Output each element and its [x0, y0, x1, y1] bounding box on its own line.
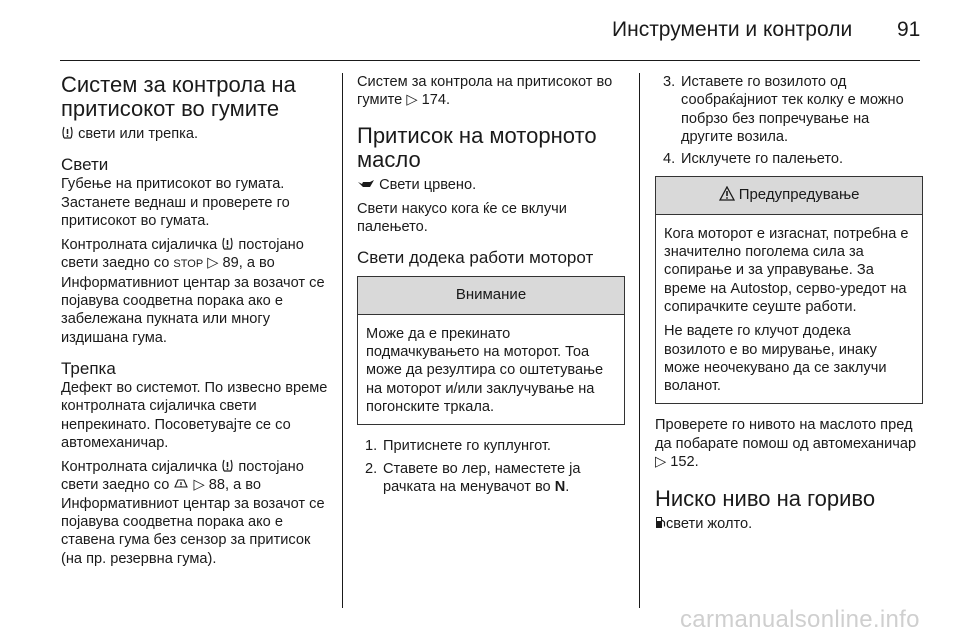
warning-triangle-icon	[719, 186, 735, 201]
list-item	[357, 460, 625, 497]
text-run: .	[446, 92, 451, 109]
step-text: Исклучете го палењето.	[681, 151, 844, 168]
tpms-intro-text: свети или трепка.	[78, 126, 199, 142]
fuel-intro	[655, 515, 923, 533]
text-run: постојано свети заедно со	[61, 237, 304, 272]
text-run: .	[565, 478, 570, 495]
tpms-reference-paragraph	[357, 73, 625, 110]
tire-pressure-icon	[61, 126, 74, 139]
tpms-heading: Систем за контрола на притисокот во гумите	[61, 72, 296, 121]
page-reference[interactable]: 174	[421, 92, 446, 109]
oil-paragraph: Свети накусо кога ќе се вклучи палењето.	[357, 200, 567, 236]
lights-heading: Свети	[61, 155, 109, 175]
step-number: 3.	[663, 74, 676, 90]
page-reference[interactable]: 88	[208, 477, 225, 494]
reference-arrow-icon: ▷	[193, 477, 205, 494]
warning-box-header	[656, 177, 922, 214]
reference-arrow-icon: ▷	[207, 255, 219, 272]
step-text: Ставете во лер, наместете ја рачката на менувачот во	[383, 460, 581, 495]
list-item	[655, 73, 923, 146]
column-divider-1	[342, 73, 343, 608]
section-title: Инструменти и контроли	[612, 18, 853, 41]
oil-can-icon	[357, 179, 375, 189]
stop-symbol: STOP	[173, 258, 204, 271]
page-number: 91	[897, 18, 921, 41]
flash-paragraph-2	[61, 458, 329, 568]
step-text: Иставете го возилото од сообраќајниот тек колку е можно побрзо без попречување на другите возила.	[681, 74, 904, 145]
fuel-pump-icon	[655, 516, 666, 529]
text-run: Контролната сијаличка	[61, 237, 218, 254]
reference-arrow-icon: ▷	[655, 454, 667, 471]
list-item	[357, 437, 625, 455]
oil-intro-text: Свети црвено.	[379, 176, 477, 193]
text-run: Систем за контрола на притисокот во гумите	[357, 74, 613, 109]
warning-paragraph-2: Не вадете го клучот додека возилото е во мирување, инаку може неочекувано да се заклучи воланот.	[664, 323, 887, 395]
tire-pressure-icon	[221, 237, 234, 250]
column-divider-2	[639, 73, 640, 608]
oil-pressure-heading: Притисок на моторното масло	[357, 122, 597, 172]
list-item	[655, 150, 923, 168]
tpms-intro	[61, 125, 329, 143]
text-run: Проверете го нивото на маслото пред да побарате помош од автомеханичар	[655, 417, 917, 452]
caution-box	[357, 276, 625, 425]
column-1	[61, 73, 329, 574]
tire-pressure-icon	[221, 459, 234, 472]
steps-list-continued	[655, 73, 923, 168]
text-run: Контролната сијаличка	[61, 459, 218, 476]
reference-arrow-icon: ▷	[406, 92, 418, 109]
warning-box-title: Предупредување	[738, 186, 860, 204]
column-3	[655, 73, 923, 540]
low-fuel-heading: Ниско ниво на гориво	[655, 486, 876, 512]
lights-paragraph-1: Губење на притисокот во гумата. Застанете веднаш и проверете го притисокот во гумата.	[61, 176, 290, 229]
caution-box-title: Внимание	[358, 277, 624, 314]
step-text: Притиснете го куплунгот.	[383, 438, 551, 455]
engine-running-heading: Свети додека работи моторот	[357, 248, 594, 268]
page-reference[interactable]: 89	[222, 255, 239, 272]
warning-box-body	[656, 215, 922, 404]
column-2	[357, 73, 625, 500]
steps-list	[357, 437, 625, 496]
caution-box-text: Може да е прекинато подмачкувањето на моторот. Тоа може да резултира со оштетување на моторот и/или заклучување на погонските тркала.	[366, 325, 604, 415]
lights-paragraph-2	[61, 236, 329, 347]
text-run: .	[694, 454, 699, 471]
oil-intro	[357, 176, 625, 194]
service-vehicle-icon	[173, 477, 189, 490]
page-header	[0, 0, 960, 60]
flash-paragraph-1: Дефект во системот. По извесно време контролната сијаличка свети непрекинато. Посоветувајте се со автомеханичар.	[61, 379, 328, 451]
text-run: , а во Информативниот центар за возачот се појавува соодветна порака ако е забележана пукната или многу издишана гума.	[61, 255, 325, 346]
warning-paragraph-1: Кога моторот е изгаснат, потребна е значително поголема сила за сопирање и за управување. За време на Autostop, серво-уредот на сопирачките сеуште работи.	[664, 225, 909, 315]
text-run: , а во Информативниот центар за возачот се појавува соодветна порака ако е ставена гума без сензор за притисок (на пр. резервна гума).	[61, 477, 325, 567]
gear-neutral-label: N	[554, 478, 566, 495]
fuel-intro-text: свети жолто.	[666, 516, 753, 533]
step-number: 4.	[663, 151, 676, 168]
flash-heading: Трепка	[61, 358, 116, 378]
header-divider	[60, 60, 920, 61]
text-run: постојано свети заедно со	[61, 459, 304, 494]
page-reference[interactable]: 152	[670, 454, 695, 471]
warning-box	[655, 176, 923, 404]
step-number: 1.	[365, 438, 378, 455]
watermark: carmanualsonline.info	[680, 606, 920, 633]
oil-level-paragraph	[655, 416, 923, 471]
step-number: 2.	[365, 460, 378, 477]
